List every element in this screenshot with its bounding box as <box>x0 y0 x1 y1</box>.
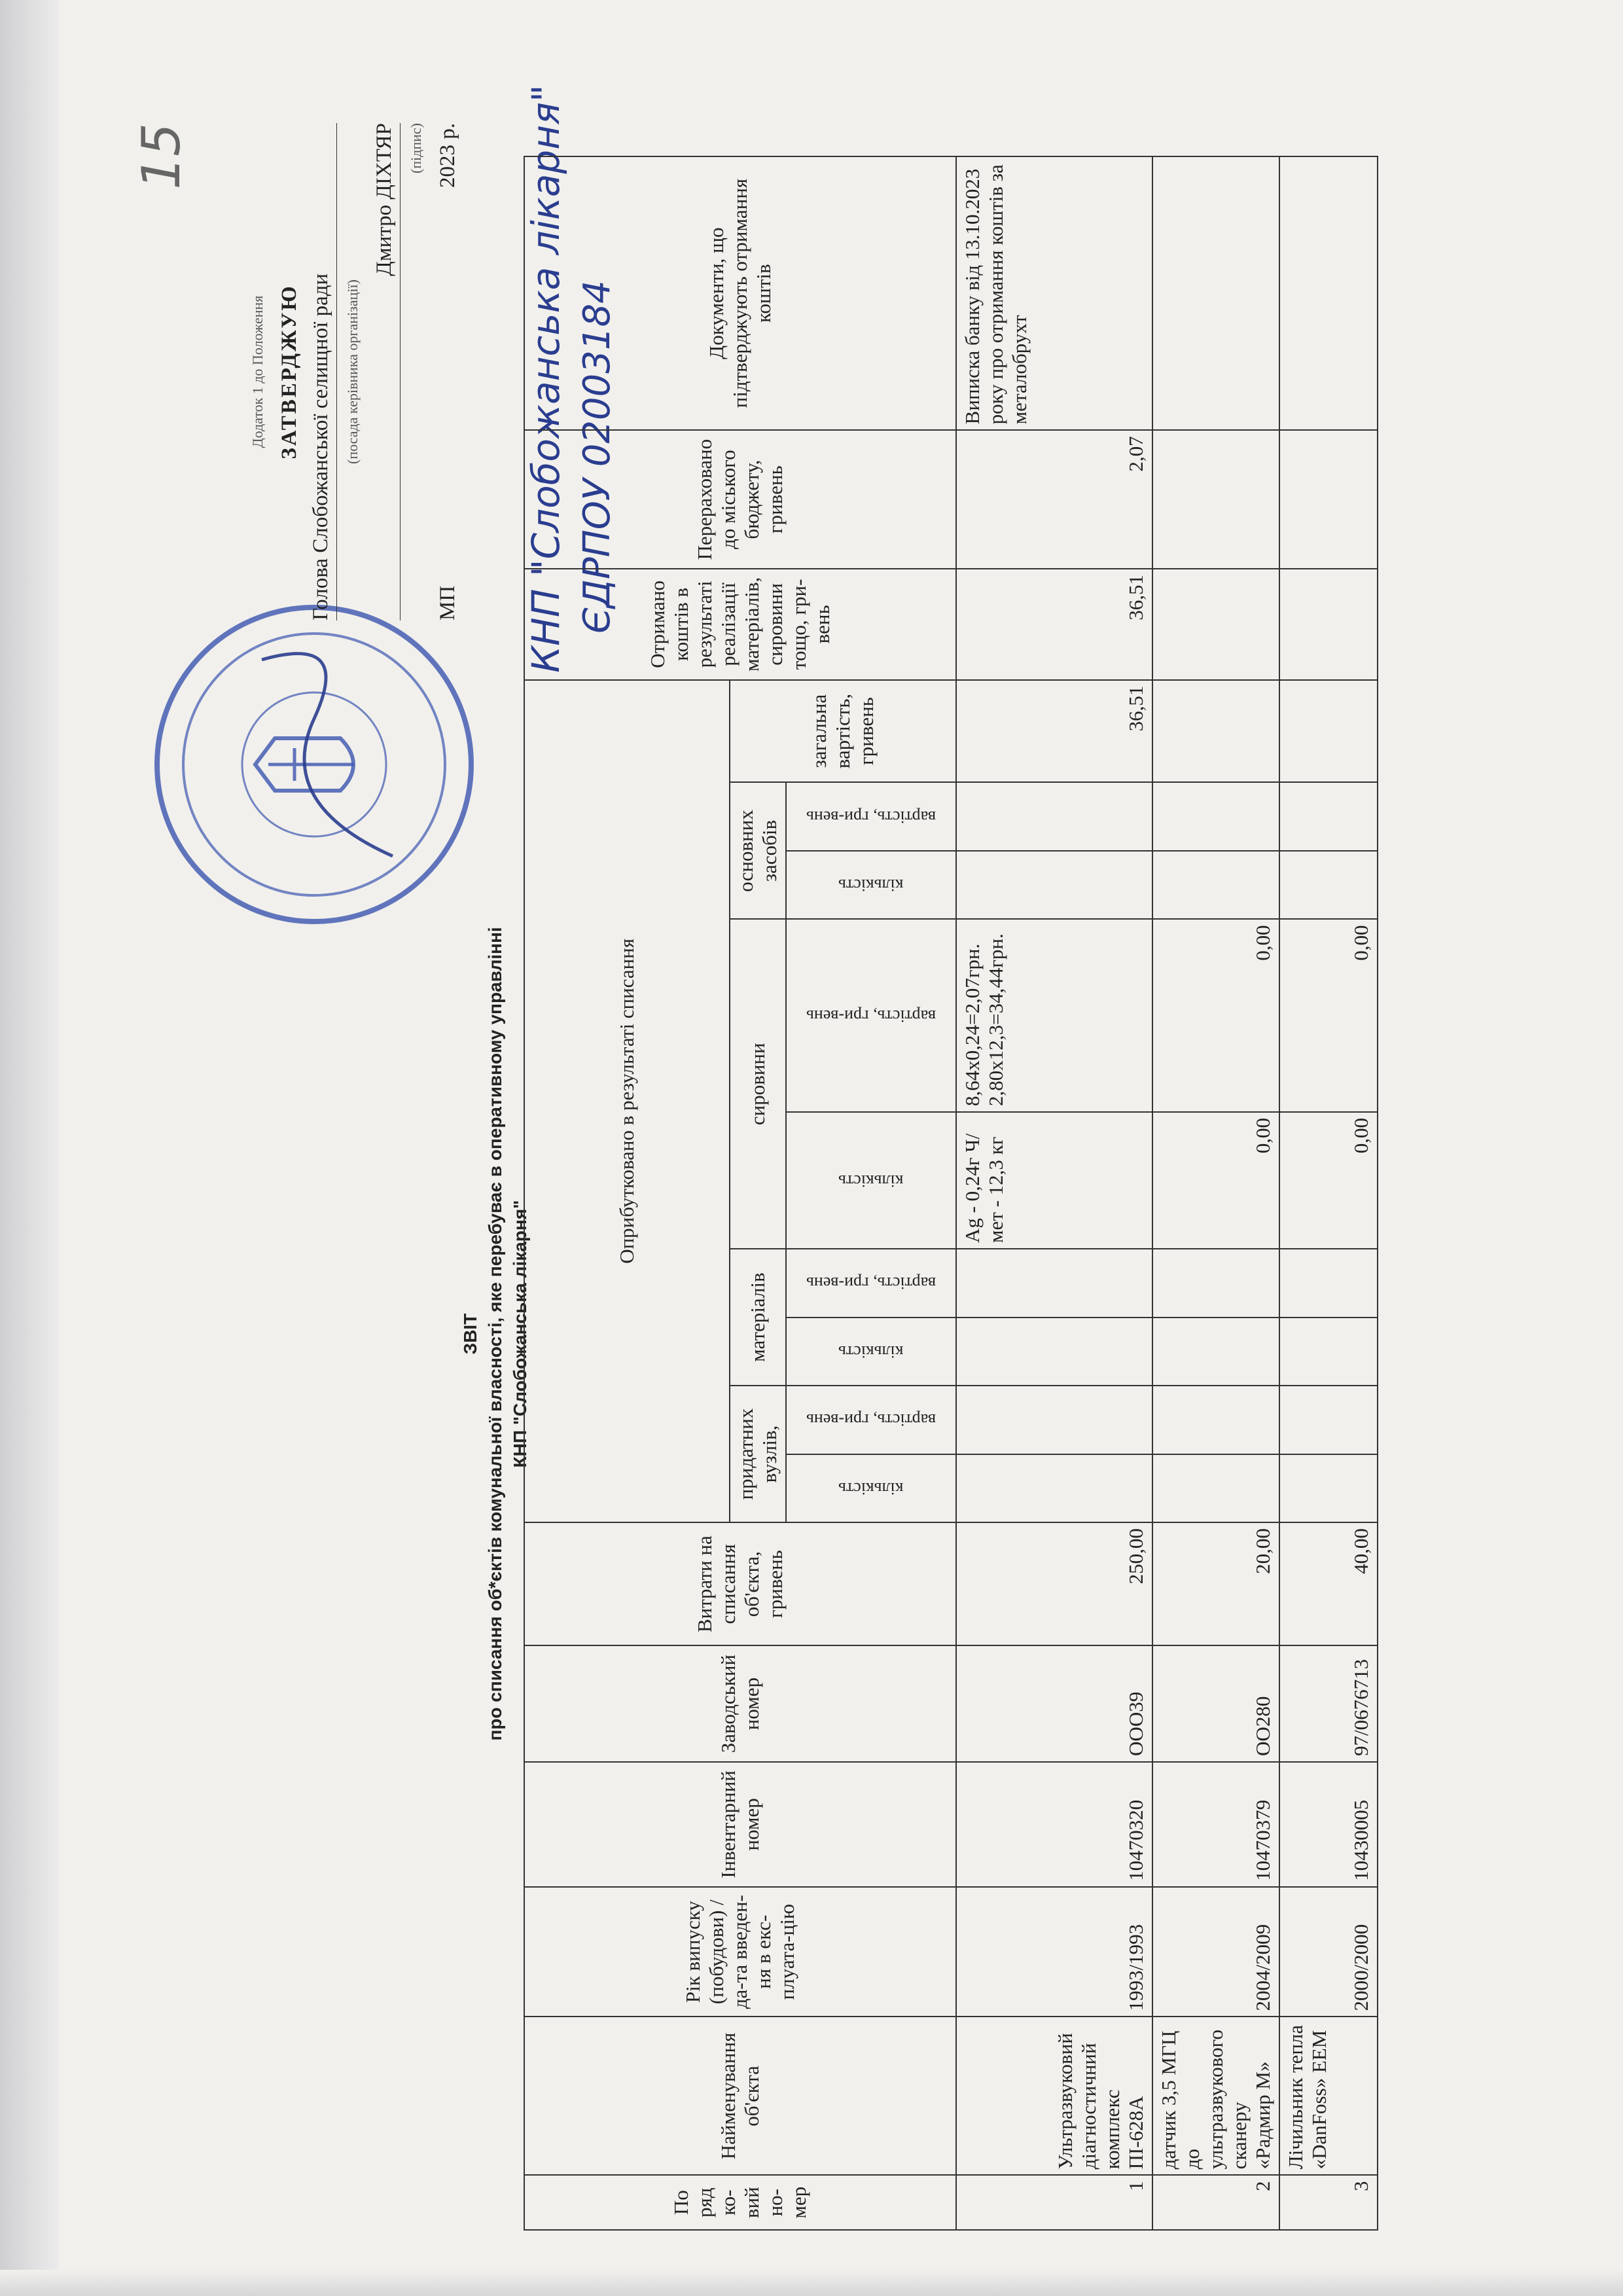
transferred-funds <box>1279 430 1378 569</box>
item-factory-number: 97/0676713 <box>1279 1645 1378 1762</box>
raw-value: 8,64х0,24=2,07грн. 2,80х12,3=34,44грн. <box>956 919 1152 1112</box>
official-seal-stamp <box>144 594 484 935</box>
subheader-raw-qty: кількість <box>838 1171 904 1191</box>
item-year: 1993/1993 <box>956 1887 1152 2017</box>
item-inventory-number: 10470320 <box>956 1762 1152 1887</box>
total-value <box>1279 680 1378 783</box>
col-header-documents: Документи, що підтверджують отримання коштів <box>524 156 956 430</box>
item-costs: 20,00 <box>1152 1522 1279 1645</box>
handwritten-organization: КНП "Слобожанська лікарня" <box>524 84 568 673</box>
raw-quantity: Ag - 0,24г Ч/мет - 12,3 кг <box>956 1112 1152 1249</box>
scan-shadow-left <box>0 0 59 2296</box>
handwritten-page-number: 15 <box>131 123 192 190</box>
item-inventory-number: 10430005 <box>1279 1762 1378 1887</box>
item-name: датчик 3,5 МГЦ до ультразвукового сканеру «Радмир М» <box>1152 2017 1279 2176</box>
stamp-label: МП <box>436 585 459 620</box>
approver-name: Дмитро ДІХТЯР <box>368 123 401 620</box>
item-year: 2000/2000 <box>1279 1887 1378 2017</box>
item-factory-number: ОО280 <box>1152 1645 1279 1762</box>
col-header-fixed-assets: основних засобів <box>730 782 786 919</box>
table-row <box>956 156 1152 2230</box>
received-funds <box>1279 569 1378 680</box>
col-header-costs: Витрати на списання об'єкта, гривень <box>524 1522 956 1645</box>
col-header-transferred: Перераховано до міського бюджету, гривень <box>524 430 956 569</box>
position-caption: (посада керівника організації) <box>344 279 361 464</box>
report-title <box>458 712 533 1956</box>
item-name: Ультразвуковий діагностичний комплекс ПӀ-628А <box>956 2017 1152 2176</box>
transferred-funds: 2,07 <box>956 430 1152 569</box>
col-header-materials: матеріалів <box>730 1249 786 1386</box>
subheader-parts-value: вартість, гри-вень <box>806 1410 936 1430</box>
annex-reference: Додаток 1 до Положення <box>249 295 266 448</box>
subheader-materials-qty: кількість <box>838 1342 904 1361</box>
item-costs: 40,00 <box>1279 1522 1378 1645</box>
subheader-materials-value: вартість, гри-вень <box>806 1274 936 1293</box>
col-header-name: Найменування об'єкта <box>524 2017 956 2176</box>
approver-position: Голова Слобожанської селищної ради <box>305 123 337 620</box>
received-funds <box>1152 569 1279 680</box>
item-costs: 250,00 <box>956 1522 1152 1645</box>
table-row <box>1152 156 1279 2230</box>
subheader-fixed-qty: кількість <box>838 876 904 895</box>
approval-block <box>242 123 463 620</box>
signature-caption: (підпис) <box>408 123 424 174</box>
row-number: 3 <box>1279 2175 1378 2230</box>
col-header-raw: сировини <box>730 919 786 1249</box>
col-header-year: Рік випуску (побудови) / да-та введен-ня в екс-плуата-цію <box>524 1887 956 2017</box>
received-funds: 36,51 <box>956 569 1152 680</box>
table-row <box>1279 156 1378 2230</box>
col-header-number: По ряд ко-вий но-мер <box>524 2175 956 2230</box>
col-header-factory: Заводський номер <box>524 1645 956 1762</box>
handwritten-edrpou-code: ЄДРПОУ 02003184 <box>576 280 618 634</box>
raw-quantity: 0,00 <box>1152 1112 1279 1249</box>
col-header-received-group: Оприбутковано в результаті списання <box>524 680 730 1522</box>
report-title-organization: КНП "Слобожанська лікарня" <box>510 1200 530 1468</box>
raw-value: 0,00 <box>1152 919 1279 1112</box>
transferred-funds <box>1152 430 1279 569</box>
total-value: 36,51 <box>956 680 1152 783</box>
supporting-documents: Виписка банку від 13.10.2023 року про отримання коштів за металобрухт <box>956 156 1152 430</box>
report-title-main: ЗВІТ <box>460 1313 480 1355</box>
write-off-table <box>524 156 1378 2231</box>
col-header-inventory: Інвентарний номер <box>524 1762 956 1887</box>
total-value <box>1152 680 1279 783</box>
subheader-parts-qty: кількість <box>838 1479 904 1498</box>
document-sheet <box>105 45 1610 2296</box>
raw-value: 0,00 <box>1279 919 1378 1112</box>
col-header-total: загальна вартість, гривень <box>730 680 956 783</box>
item-year: 2004/2009 <box>1152 1887 1279 2017</box>
subheader-fixed-value: вартість, гри-вень <box>806 807 936 827</box>
subheader-raw-value: вартість, гри-вень <box>806 1006 936 1026</box>
col-header-got-funds: Отримано коштів в результаті реалізації матеріалів, сировини тощо, гри-вень <box>524 569 956 680</box>
header-row-1 <box>524 156 730 2230</box>
item-inventory-number: 10470379 <box>1152 1762 1279 1887</box>
row-number: 2 <box>1152 2175 1279 2230</box>
raw-quantity: 0,00 <box>1279 1112 1378 1249</box>
report-title-subject: про списання об*єктів комунальної власності, яке перебуває в оперативному управлінні <box>485 927 505 1741</box>
supporting-documents <box>1152 156 1279 430</box>
col-header-parts: придатних вузлів, <box>730 1386 786 1522</box>
item-name: Лічильник тепла «DanFoss» EEM <box>1279 2017 1378 2176</box>
item-factory-number: ООО39 <box>956 1645 1152 1762</box>
row-number: 1 <box>956 2175 1152 2230</box>
approval-heading: ЗАТВЕРДЖУЮ <box>277 284 301 459</box>
supporting-documents <box>1279 156 1378 430</box>
approval-year: 2023 р. <box>436 123 459 188</box>
